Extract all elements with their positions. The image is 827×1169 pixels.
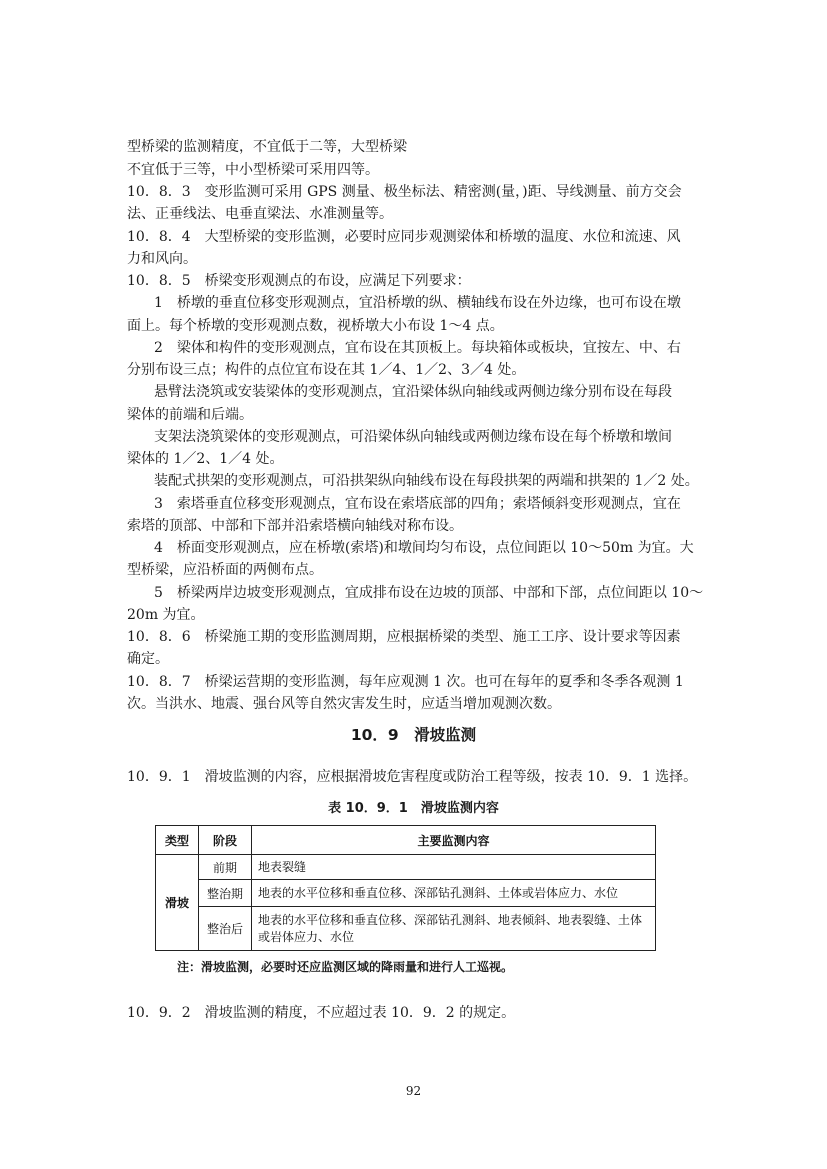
paragraph-line: 装配式拱架的变形观测点，可沿拱架纵向轴线布设在每段拱架的两端和拱架的 1／2 处。 — [154, 473, 699, 489]
clause-10-8-6: 10．8．6 桥梁施工期的变形监测周期，应根据桥梁的类型、施工工序、设计要求等因素 — [127, 629, 681, 645]
clause-10-9-2: 10．9．2 滑坡监测的精度，不应超过表 10．9．2 的规定。 — [127, 1005, 516, 1021]
phase-cell: 整治后 — [199, 907, 252, 951]
paragraph-line: 悬臂法浇筑或安装梁体的变形观测点，宜沿梁体纵向轴线或两侧边缘分别布设在每段 — [154, 384, 672, 400]
list-item-1: 1 桥墩的垂直位移变形观测点，宜沿桥墩的纵、横轴线布设在外边缘，也可布设在墩 — [154, 295, 681, 311]
paragraph-line: 20m 为宜。 — [127, 607, 205, 623]
table-row — [156, 855, 656, 880]
paragraph-line: 分别布设三点；构件的点位宜布设在其 1／4、1／2、3／4 处。 — [127, 362, 526, 378]
paragraph-line: 力和风向。 — [127, 251, 197, 267]
table-row — [156, 907, 656, 951]
header-phase: 阶段 — [199, 826, 252, 855]
paragraph-line: 型桥梁的监测精度，不宜低于二等，大型桥梁 — [127, 139, 407, 155]
clause-10-9-1: 10．9．1 滑坡监测的内容，应根据滑坡危害程度或防治工程等级，按表 10．9．1 选择。 — [127, 769, 698, 785]
content-cell: 地表裂缝 — [252, 855, 656, 880]
list-item-4: 4 桥面变形观测点，应在桥墩(索塔)和墩间均匀布设，点位间距以 10～50m 为宜。大 — [154, 540, 694, 556]
paragraph-line: 索塔的顶部、中部和下部并沿索塔横向轴线对称布设。 — [127, 518, 463, 534]
table-note: 注：滑坡监测，必要时还应监测区域的降雨量和进行人工巡视。 — [177, 960, 514, 974]
content-cell: 地表的水平位移和垂直位移、深部钻孔测斜、土体或岩体应力、水位 — [252, 880, 656, 907]
phase-cell: 整治期 — [199, 880, 252, 907]
paragraph-line: 法、正垂线法、电垂直梁法、水准测量等。 — [127, 206, 393, 222]
type-cell: 滑坡 — [156, 855, 199, 951]
table-caption: 表 10．9．1 滑坡监测内容 — [328, 801, 499, 816]
paragraph-line: 不宜低于三等，中小型桥梁可采用四等。 — [127, 162, 379, 178]
paragraph-line: 梁体的 1／2、1／4 处。 — [127, 451, 284, 467]
section-heading: 10．9 滑坡监测 — [350, 726, 477, 744]
paragraph-line: 次。当洪水、地震、强台风等自然灾害发生时，应适当增加观测次数。 — [127, 696, 561, 712]
paragraph-line: 支架法浇筑梁体的变形观测点，可沿梁体纵向轴线或两侧边缘布设在每个桥墩和墩间 — [154, 429, 672, 445]
list-item-2: 2 梁体和构件的变形观测点，宜布设在其顶板上。每块箱体或板块，宜按左、中、右 — [154, 340, 681, 356]
clause-10-8-7: 10．8．7 桥梁运营期的变形监测，每年应观测 1 次。也可在每年的夏季和冬季各观测 1 — [127, 674, 684, 690]
clause-10-8-3: 10．8．3 变形监测可采用 GPS 测量、极坐标法、精密测(量，)距、导线测量、前方交会 — [127, 184, 682, 200]
list-item-5: 5 桥梁两岸边坡变形观测点，宜成排布设在边坡的顶部、中部和下部，点位间距以 10～ — [154, 585, 704, 601]
table-header-row — [156, 826, 656, 855]
phase-cell: 前期 — [199, 855, 252, 880]
paragraph-line: 型桥梁，应沿桥面的两侧布点。 — [127, 562, 323, 578]
header-content: 主要监测内容 — [252, 826, 656, 855]
clause-10-8-5: 10．8．5 桥梁变形观测点的布设，应满足下列要求： — [127, 273, 471, 289]
paragraph-line: 确定。 — [127, 651, 169, 667]
content-cell: 地表的水平位移和垂直位移、深部钻孔测斜、地表倾斜、地表裂缝、土体或岩体应力、水位 — [252, 907, 656, 951]
monitoring-table — [155, 825, 656, 951]
page-number: 92 — [405, 1084, 422, 1098]
table-row — [156, 880, 656, 907]
paragraph-line: 梁体的前端和后端。 — [127, 407, 253, 423]
clause-10-8-4: 10．8．4 大型桥梁的变形监测，必要时应同步观测梁体和桥墩的温度、水位和流速、风 — [127, 229, 681, 245]
header-type: 类型 — [156, 826, 199, 855]
paragraph-line: 面上。每个桥墩的变形观测点数，视桥墩大小布设 1～4 点。 — [127, 318, 504, 334]
list-item-3: 3 索塔垂直位移变形观测点，宜布设在索塔底部的四角；索塔倾斜变形观测点，宜在 — [154, 496, 681, 512]
